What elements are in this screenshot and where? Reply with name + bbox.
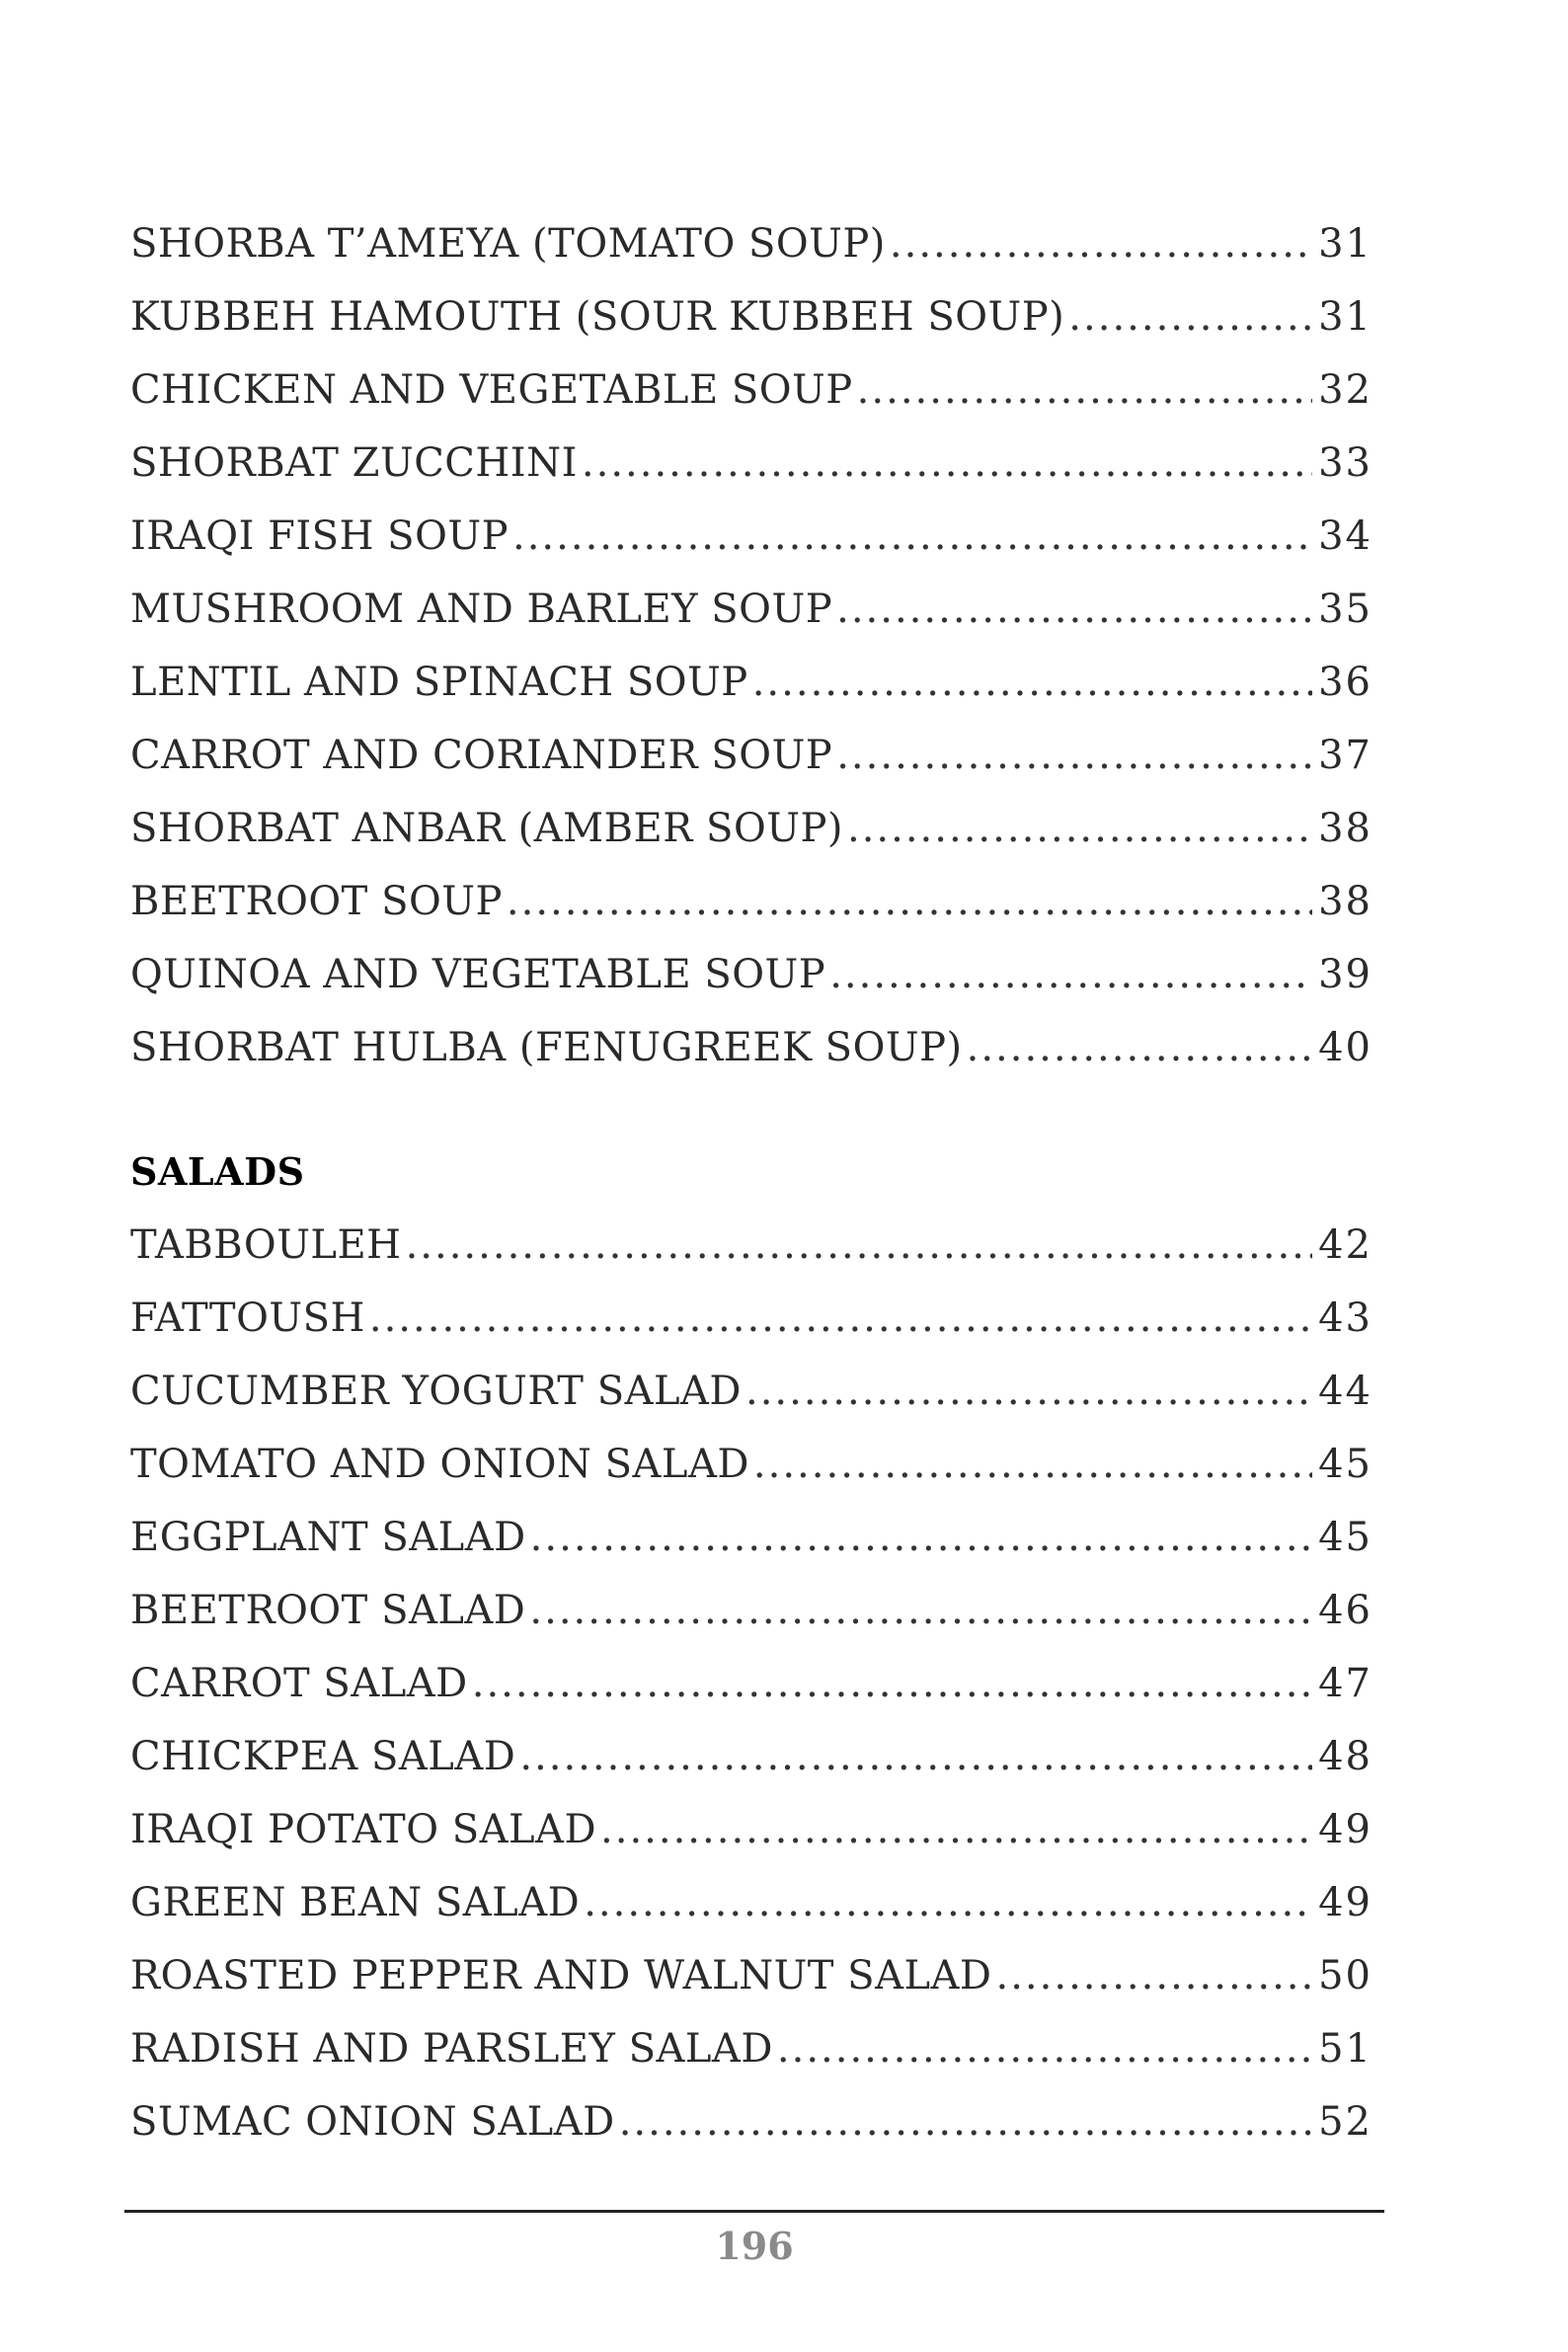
toc-entry-page-number: 48 [1318,1734,1372,1779]
footer-rule [124,2210,1384,2213]
toc-entry-title: IRAQI POTATO SALAD [130,1807,597,1852]
toc-entry-page-number: 31 [1318,221,1372,267]
toc-entry [130,207,1372,280]
dot-leader [512,500,1312,573]
toc-entry-title: TOMATO AND ONION SALAD [130,1442,749,1487]
toc-entry-page-number: 36 [1318,660,1372,705]
toc-entry [130,719,1372,792]
toc-entry-page-number: 45 [1318,1515,1372,1560]
dot-leader [369,1282,1312,1355]
toc-entry-title: CHICKPEA SALAD [130,1734,516,1779]
toc-entry [130,1011,1372,1084]
toc-entry [130,865,1372,938]
toc-entry [130,1866,1372,1939]
toc-entry [130,1282,1372,1355]
dot-leader [406,1209,1313,1282]
dot-leader [753,1428,1312,1501]
toc-entry-title: CUCUMBER YOGURT SALAD [130,1369,742,1414]
toc-entry-page-number: 46 [1318,1588,1372,1633]
dot-leader [472,1647,1312,1720]
toc-entry-title: CHICKEN AND VEGETABLE SOUP [130,367,853,413]
toc-entry-title: IRAQI FISH SOUP [130,513,509,559]
toc-entry [130,353,1372,427]
dot-leader [519,1720,1312,1793]
toc-entry-page-number: 40 [1318,1025,1372,1070]
dot-leader [752,646,1312,719]
toc-entry [130,1647,1372,1720]
toc-entry [130,1793,1372,1866]
toc-entry [130,1939,1372,2012]
toc-entry-title: ROASTED PEPPER AND WALNUT SALAD [130,1953,992,1999]
toc-entry-page-number: 50 [1318,1953,1372,1999]
dot-leader [857,353,1312,427]
dot-leader [619,2085,1312,2158]
toc-entry-page-number: 37 [1318,733,1372,778]
dot-leader [967,1011,1312,1084]
soup-entries [130,207,1372,1084]
table-of-contents [130,207,1372,2158]
toc-entry [130,646,1372,719]
toc-entry-page-number: 49 [1318,1807,1372,1852]
toc-entry-title: RADISH AND PARSLEY SALAD [130,2026,773,2072]
toc-entry [130,1501,1372,1574]
toc-entry-page-number: 51 [1318,2026,1372,2072]
toc-entry-page-number: 47 [1318,1661,1372,1706]
toc-entry-title: EGGPLANT SALAD [130,1515,526,1560]
toc-entry-title: CARROT AND CORIANDER SOUP [130,733,833,778]
toc-entry-page-number: 44 [1318,1369,1372,1414]
toc-entry-title: SUMAC ONION SALAD [130,2099,615,2145]
toc-entry [130,2085,1372,2158]
toc-entry-page-number: 39 [1318,952,1372,997]
toc-entry [130,280,1372,353]
toc-entry-title: SHORBAT ZUCCHINI [130,440,578,486]
dot-leader [890,207,1312,280]
toc-entry-title: GREEN BEAN SALAD [130,1880,581,1925]
toc-entry-page-number: 49 [1318,1880,1372,1925]
toc-entry [130,1720,1372,1793]
salad-entries [130,1209,1372,2158]
toc-entry-title: FATTOUSH [130,1295,365,1341]
toc-entry-title: LENTIL AND SPINACH SOUP [130,660,748,705]
dot-leader [600,1793,1312,1866]
dot-leader [530,1501,1312,1574]
toc-entry-title: SHORBAT ANBAR (AMBER SOUP) [130,806,843,851]
toc-entry-page-number: 42 [1318,1222,1372,1268]
toc-entry-title: BEETROOT SOUP [130,879,503,924]
toc-entry [130,1209,1372,1282]
section-heading-salads: SALADS [130,1149,305,1194]
toc-entry [130,1428,1372,1501]
toc-entry-title: BEETROOT SALAD [130,1588,526,1633]
toc-entry-page-number: 43 [1318,1295,1372,1341]
toc-entry-title: MUSHROOM AND BARLEY SOUP [130,587,833,632]
toc-entry-page-number: 33 [1318,440,1372,486]
toc-entry [130,792,1372,865]
toc-entry-page-number: 45 [1318,1442,1372,1487]
dot-leader [507,865,1312,938]
dot-leader [529,1574,1312,1647]
toc-entry-title: SHORBA T’AMEYA (TOMATO SOUP) [130,221,886,267]
dot-leader [1068,280,1312,353]
toc-entry [130,2012,1372,2085]
toc-entry [130,938,1372,1011]
dot-leader [847,792,1312,865]
dot-leader [582,427,1312,500]
toc-entry [130,500,1372,573]
toc-entry [130,573,1372,646]
toc-entry-title: CARROT SALAD [130,1661,468,1706]
dot-leader [829,938,1312,1011]
toc-entry [130,1355,1372,1428]
toc-entry-page-number: 32 [1318,367,1372,413]
toc-entry-page-number: 34 [1318,513,1372,559]
toc-entry [130,427,1372,500]
toc-entry-page-number: 31 [1318,294,1372,340]
dot-leader [836,573,1312,646]
page-number: 196 [715,2224,794,2268]
toc-entry-title: KUBBEH HAMOUTH (SOUR KUBBEH SOUP) [130,294,1065,340]
dot-leader [777,2012,1312,2085]
toc-entry-page-number: 38 [1318,806,1372,851]
dot-leader [996,1939,1313,2012]
dot-leader [745,1355,1312,1428]
toc-entry [130,1574,1372,1647]
dot-leader [584,1866,1312,1939]
toc-entry-page-number: 35 [1318,587,1372,632]
toc-entry-title: TABBOULEH [130,1222,402,1268]
toc-entry-page-number: 52 [1318,2099,1372,2145]
toc-entry-page-number: 38 [1318,879,1372,924]
dot-leader [836,719,1312,792]
toc-entry-title: QUINOA AND VEGETABLE SOUP [130,952,826,997]
toc-entry-title: SHORBAT HULBA (FENUGREEK SOUP) [130,1025,963,1070]
